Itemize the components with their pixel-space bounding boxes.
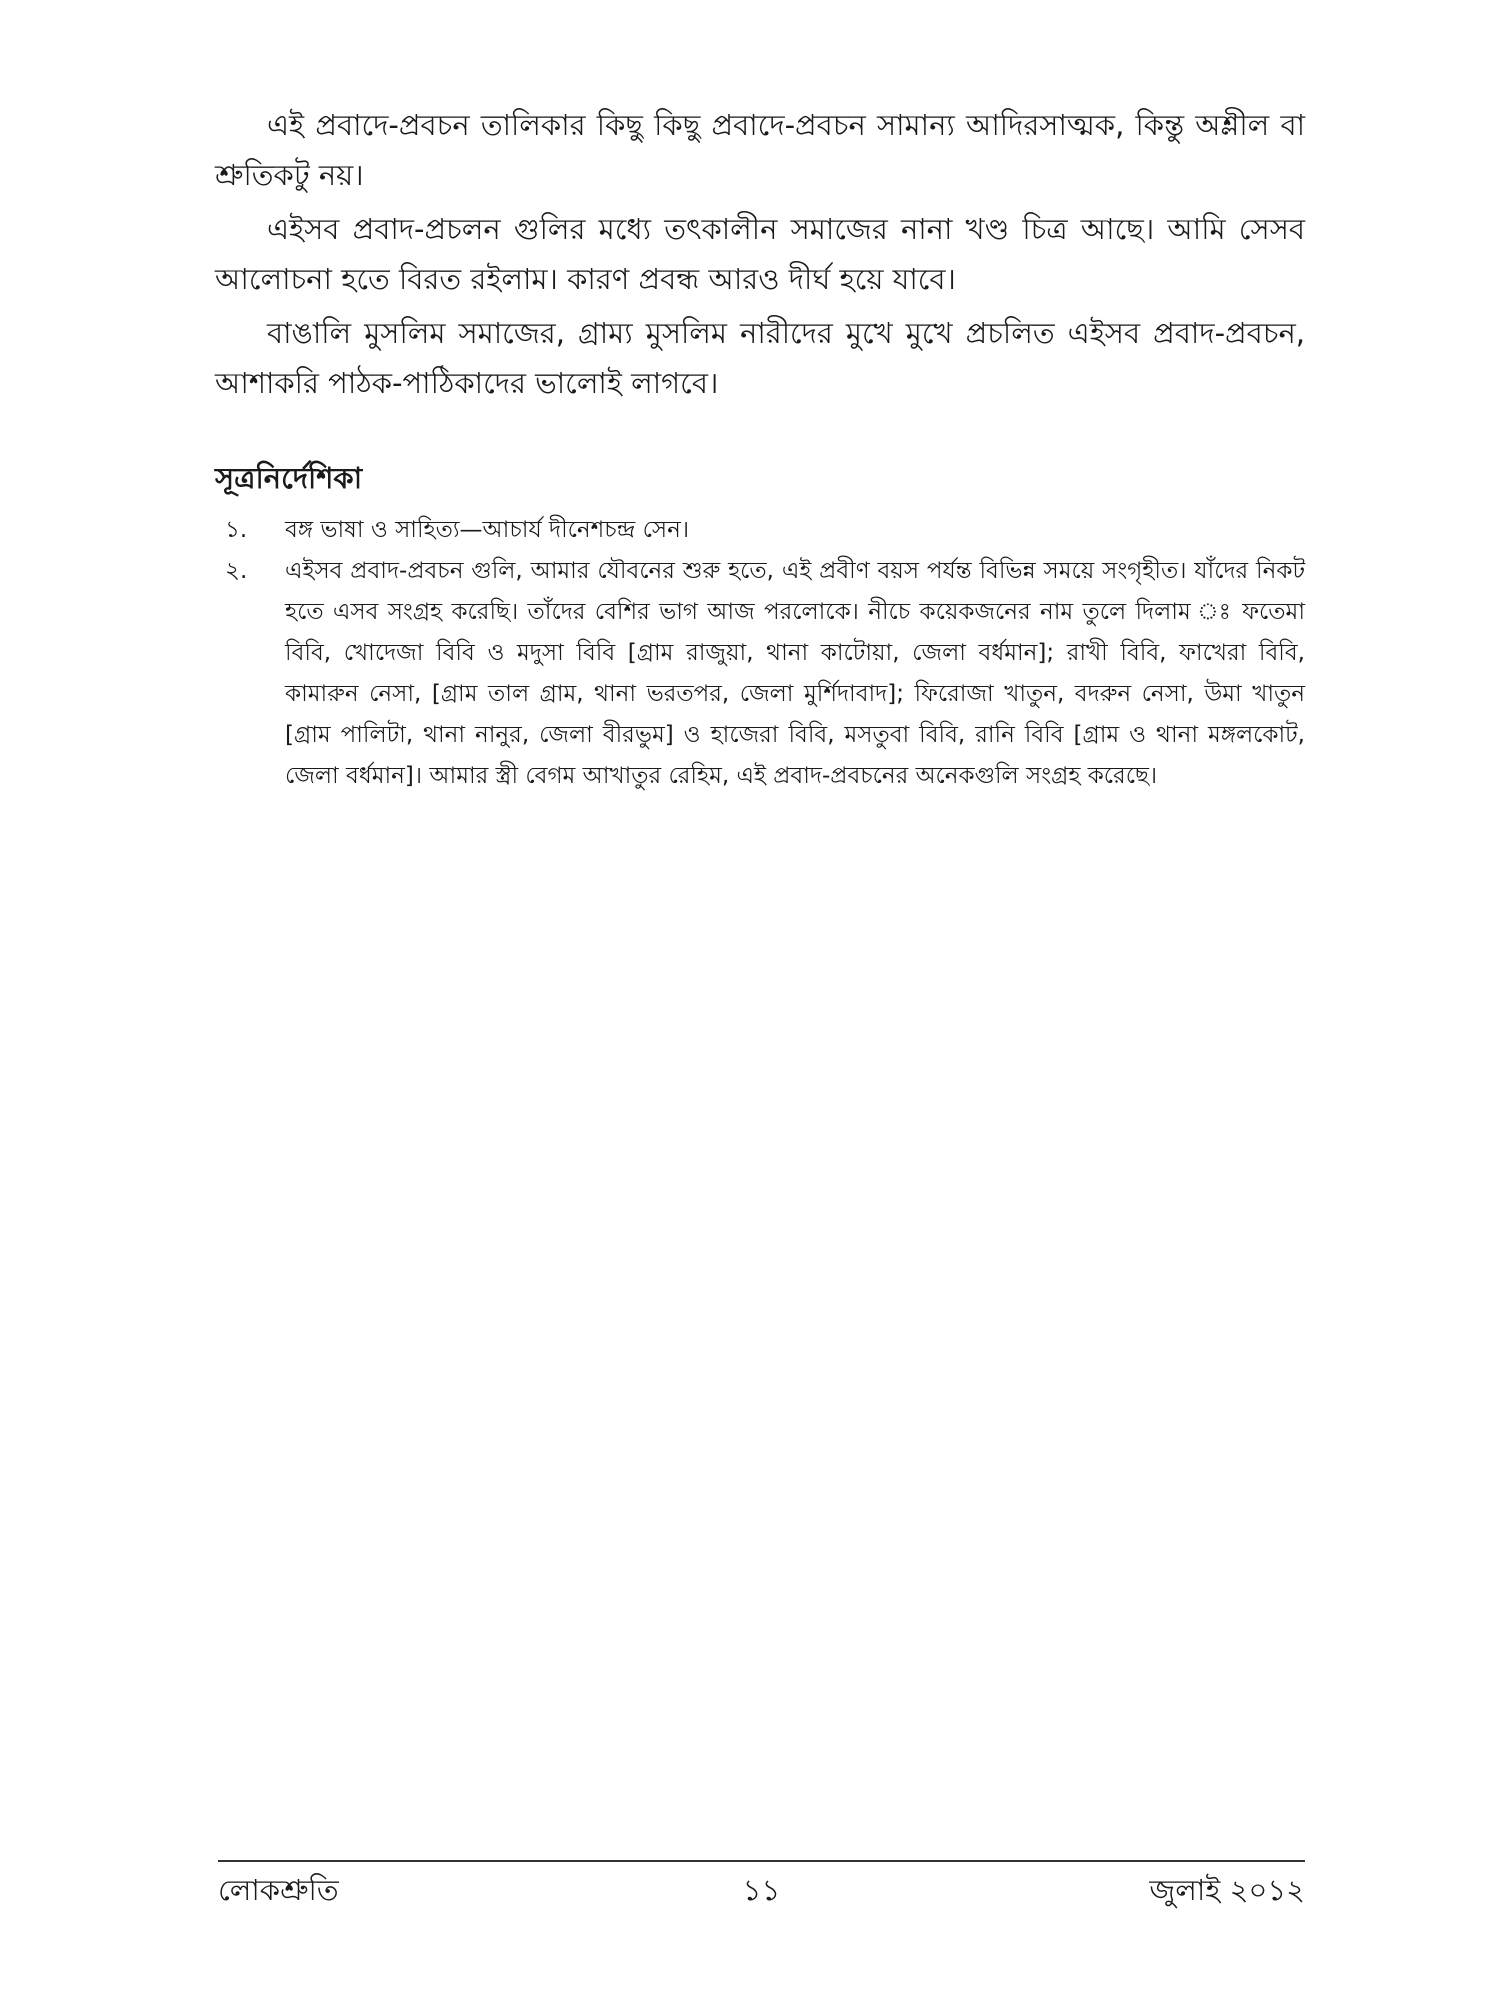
reference-text: এইসব প্রবাদ-প্রবচন গুলি, আমার যৌবনের শুরু হতে, এই প্রবীণ বয়স পর্যন্ত বিভিন্ন সময়ে সংগৃহীত। যাঁদের নিকট হতে এসব সংগ্রহ করেছি। তাঁদের বেশির ভাগ আজ পরলোকে। নীচে কয়েকজনের নাম তুলে দিলাম ঃ ফতেমা বিবি, খোদেজা বিবি ও মদুসা বিবি [গ্রাম রাজুয়া, থানা কাটোয়া, জেলা বর্ধমান]; রাখী বিবি, ফাখেরা বিবি, কামারুন নেসা, [গ্রাম তাল গ্রাম, থানা ভরতপর, জেলা মুর্শিদাবাদ]; ফিরোজা খাতুন, বদরুন নেসা, উমা খাতুন [গ্রাম পালিটা, থানা নানুর, জেলা বীরভুম] ও হাজেরা বিবি, মসতুবা বিবি, রানি বিবি [গ্রাম ও থানা মঙ্গলকোট, জেলা বর্ধমান]। আমার স্ত্রী বেগম আখাতুর রেহিম, এই প্রবাদ-প্রবচনের অনেকগুলি সংগ্রহ করেছে। [285, 558, 1305, 789]
reference-number: ২. [225, 558, 248, 584]
journal-name: লোকশ্রুতি [218, 1873, 339, 1907]
references-list [215, 510, 1305, 797]
issue-date: জুলাই ২০১২ [1149, 1873, 1305, 1907]
paragraph-2: এইসব প্রবাদ-প্রচলন গুলির মধ্যে তৎকালীন সমাজের নানা খণ্ড চিত্র আছে। আমি সেসব আলোচনা হতে বিরত রইলাম। কারণ প্রবন্ধ আরও দীর্ঘ হয়ে যাবে। [215, 212, 1305, 296]
article-body [215, 100, 1305, 797]
reference-item-2 [215, 551, 1305, 797]
page-footer [218, 1868, 1305, 1918]
paragraph-1: এই প্রবাদে-প্রবচন তালিকার কিছু কিছু প্রবাদে-প্রবচন সামান্য আদিরসাত্মক, কিন্তু অশ্লীল বা শ্রুতিকটু নয়। [215, 108, 1305, 192]
paragraph-3: বাঙালি মুসলিম সমাজের, গ্রাম্য মুসলিম নারীদের মুখে মুখে প্রচলিত এইসব প্রবাদ-প্রবচন, আশাকরি পাঠক-পাঠিকাদের ভালোই লাগবে। [215, 316, 1305, 400]
reference-item-1 [215, 510, 1305, 551]
references-heading: সূত্রনির্দেশিকা [215, 461, 363, 495]
footer-divider [218, 1860, 1305, 1862]
reference-text: বঙ্গ ভাষা ও সাহিত্য—আচার্য দীনেশচন্দ্র সেন। [285, 517, 690, 543]
page-number: ১১ [742, 1873, 781, 1907]
reference-number: ১. [225, 517, 248, 543]
